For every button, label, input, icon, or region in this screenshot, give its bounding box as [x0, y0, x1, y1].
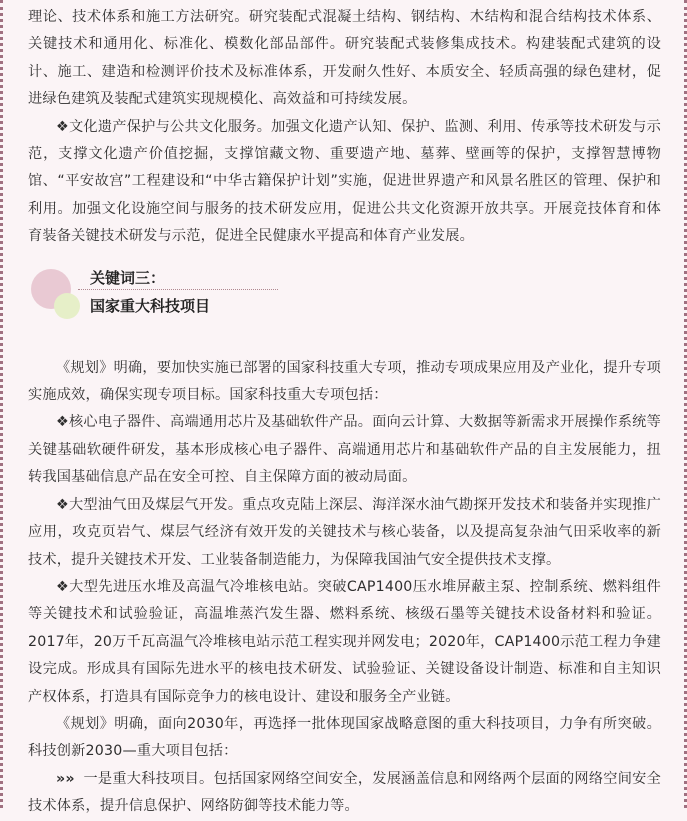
paragraph-nuclear: ❖大型先进压水堆及高温气冷堆核电站。突破CAP1400压水堆屏蔽主泵、控制系统、燃料组件等关键技术和试验验证，高温堆蒸汽发生器、燃料系统、核级石墨等关键技术设备材料和验证。2017年，20万千瓦高温气冷堆核电站示范工程实现并网发电；2020年，CAP1400示范工程力争建设完成。形成具有国际先进水平的核电技术研发、试验验证、关键设备设计制造、标准和自主知识产权体系，打造具有国际竞争力的核电设计、建设和服务全产业链。 — [28, 578, 661, 705]
paragraph-2030: 《规划》明确，面向2030年，再选择一批体现国家战略意图的重大科技项目，力争有所突破。科技创新2030—重大项目包括： — [28, 715, 661, 760]
paragraph-core-electronics: ❖核心电子器件、高端通用芯片及基础软件产品。面向云计算、大数据等新需求开展操作系统等关键基础软硬件研发，基本形成核心电子器件、高端通用芯片和基础软件产品的自主发展能力，扭转我国基础信息产品在安全可控、自主保障方面的被动局面。 — [28, 414, 661, 486]
paragraph-major-projects — [28, 766, 661, 821]
keyword-label: 关键词三： — [90, 268, 166, 287]
paragraph-continued: 理论、技术体系和施工方法研究。研究装配式混凝土结构、钢结构、木结构和混合结构技术体系、关键技术和通用化、标准化、模数化部品部件。研究装配式装修集成技术。构建装配式建筑的设计、施工、建造和检测评价技术及标准体系，开发耐久性好、本质安全、轻质高强的绿色建材，促进绿色建筑及装配式建筑实现规模化、高效益和可持续发展。 — [28, 9, 661, 108]
heading-divider — [78, 289, 278, 290]
paragraph-intro: 《规划》明确，要加快实施已部署的国家科技重大专项，推动专项成果应用及产业化，提升专项实施成效，确保实现专项目标。国家科技重大专项包括： — [28, 359, 661, 404]
keyword-title: 国家重大科技项目 — [90, 296, 211, 315]
paragraph-oil-gas: ❖大型油气田及煤层气开发。重点攻克陆上深层、海洋深水油气勘探开发技术和装备并实现推广应用，攻克页岩气、煤层气经济有效开发的关键技术与核心装备，以及提高复杂油气田采收率的新技术，提升关键技术开发、工业装备制造能力，为保障我国油气安全提供技术支撑。 — [28, 496, 661, 568]
decor-circle-green — [54, 293, 80, 319]
paragraph-cultural-heritage: ❖文化遗产保护与公共文化服务。加强文化遗产认知、保护、监测、利用、传承等技术研发与示范，支撑文化遗产价值挖掘，支撑馆藏文物、重要遗产地、墓葬、壁画等的保护，支撑智慧博物馆、“平安故宫”工程建设和“中华古籍保护计划”实施，促进世界遗产和风景名胜区的管理、保护和利用。加强文化设施空间与服务的技术研发应用，促进公共文化资源开放共享。开展竞技体育和体育装备关键技术研发与示范，促进全民健康水平提高和体育产业发展。 — [28, 118, 661, 245]
keyword-heading — [28, 263, 661, 339]
major-projects-text: 一是重大科技项目。包括国家网络空间安全，发展涵盖信息和网络两个层面的网络空间安全技术体系，提升信息保护、网络防御等技术能力等。 — [28, 770, 661, 815]
double-arrow-icon: »» — [56, 770, 75, 787]
